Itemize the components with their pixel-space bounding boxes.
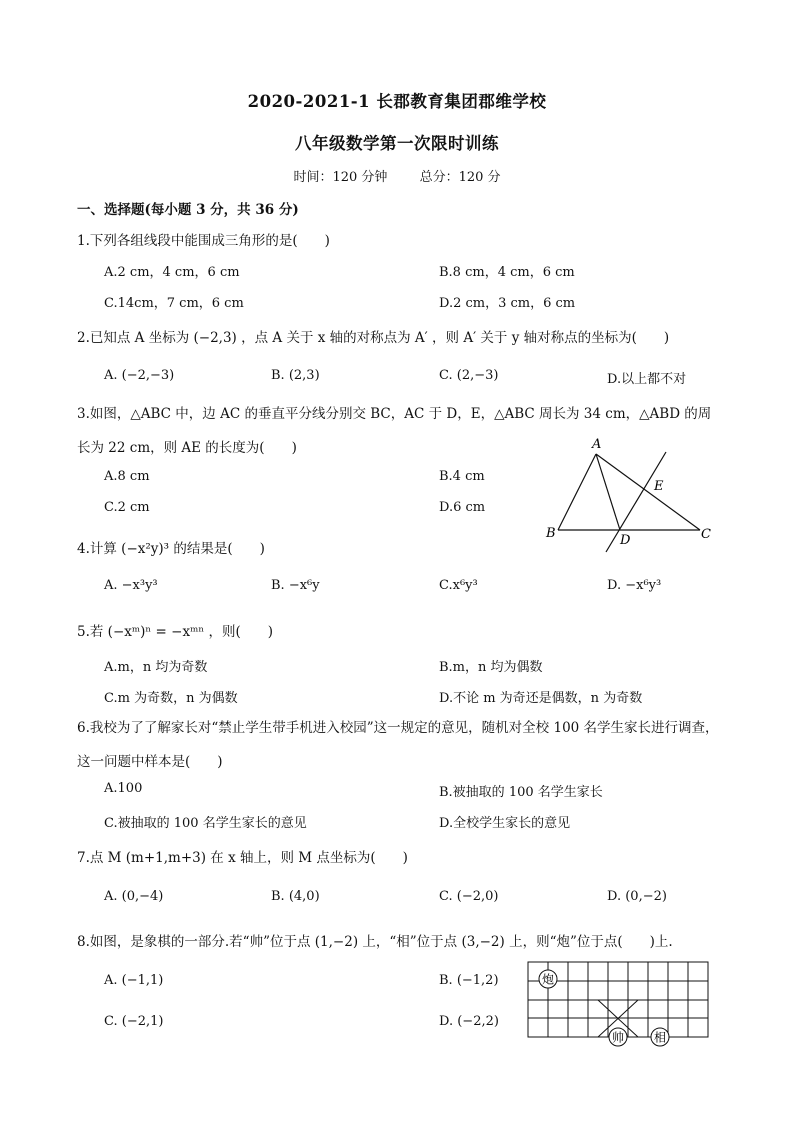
option-a: A.2 cm，4 cm，6 cm (104, 265, 240, 280)
svg-text:相: 相 (653, 1030, 667, 1045)
option-b: B.4 cm (439, 469, 485, 484)
option-c: C.2 cm (104, 500, 150, 515)
exam-title: 2020-2021-1 长郡教育集团郡维学校 (247, 92, 547, 111)
total-score: 总分：120 分 (419, 170, 501, 185)
option-b: B. (−1,2) (439, 973, 499, 988)
perpendicular-bisector (606, 452, 666, 552)
option-a: A. −x³y³ (104, 578, 158, 593)
label-b: B (546, 526, 556, 541)
segment-ab (558, 454, 596, 530)
svg-text:帅: 帅 (611, 1030, 625, 1045)
segment-ac (596, 454, 700, 530)
option-a: A. (0,−4) (104, 889, 164, 904)
question-6: 6.我校为了了解家长对“禁止学生带手机进入校园”这一规定的意见，随机对全校 100 名学生家长进行调查，这一问题中样本是( ) (77, 720, 719, 770)
option-a: A.100 (104, 781, 143, 796)
option-d: D.以上都不对 (607, 372, 687, 387)
option-d: D.2 cm，3 cm，6 cm (439, 296, 576, 311)
option-b: B.m，n 均为偶数 (439, 660, 543, 675)
label-e: E (654, 479, 664, 494)
option-d: D.全校学生家长的意见 (439, 816, 571, 831)
label-a: A (592, 437, 602, 452)
label-c: C (701, 527, 711, 542)
option-d: D.6 cm (439, 500, 486, 515)
label-d: D (620, 533, 631, 548)
option-c: C.被抽取的 100 名学生家长的意见 (104, 816, 307, 831)
piece-shuai (609, 1028, 627, 1046)
chessboard-figure (520, 955, 720, 1055)
option-a: A.m，n 均为奇数 (104, 660, 208, 675)
option-c: C. (−2,0) (439, 889, 499, 904)
segment-ad (596, 454, 620, 530)
option-d: D. (0,−2) (607, 889, 667, 904)
option-b: B. −x⁶y (271, 578, 320, 593)
option-b: B. (2,3) (271, 368, 320, 383)
question-4: 4.计算 (−x²y)³ 的结果是( ) (77, 541, 265, 557)
option-b: B.被抽取的 100 名学生家长 (439, 785, 603, 800)
time-limit: 时间：120 分钟 (293, 170, 388, 185)
exam-subtitle: 八年级数学第一次限时训练 (295, 134, 499, 153)
piece-pao (539, 970, 557, 988)
section-heading: 一、选择题(每小题 3 分，共 36 分) (77, 202, 299, 218)
question-8: 8.如图，是象棋的一部分.若“帅”位于点 (1,−2) 上，“相”位于点 (3,−2) 上，则“炮”位于点( )上. (77, 934, 673, 950)
exam-meta (0, 166, 794, 185)
option-d: D. −x⁶y³ (607, 578, 662, 593)
option-a: A. (−1,1) (104, 973, 164, 988)
option-c: C.x⁶y³ (439, 578, 478, 593)
option-b: B. (4,0) (271, 889, 320, 904)
triangle-figure (538, 432, 718, 557)
option-c: C.m 为奇数，n 为偶数 (104, 691, 238, 706)
option-b: B.8 cm，4 cm，6 cm (439, 265, 575, 280)
question-5: 5.若 (−xᵐ)ⁿ = −xᵐⁿ ，则( ) (77, 624, 274, 640)
svg-text:炮: 炮 (541, 972, 555, 987)
question-3: 3.如图，△ABC 中，边 AC 的垂直平分线分别交 BC，AC 于 D，E，△ABC 周长为 34 cm，△ABD 的周长为 22 cm，则 AE 的长度为( ) (77, 406, 712, 456)
option-d: D. (−2,2) (439, 1014, 499, 1029)
option-d: D.不论 m 为奇还是偶数，n 为奇数 (439, 691, 643, 706)
question-7: 7.点 M (m+1,m+3) 在 x 轴上，则 M 点坐标为( ) (77, 850, 408, 866)
option-c: C.14cm，7 cm，6 cm (104, 296, 244, 311)
option-c: C. (2,−3) (439, 368, 499, 383)
question-2: 2.已知点 A 坐标为 (−2,3) ，点 A 关于 x 轴的对称点为 A′ ，则 A′ 关于 y 轴对称点的坐标为( ) (77, 330, 670, 346)
option-a: A. (−2,−3) (104, 368, 175, 383)
question-1: 1.下列各组线段中能围成三角形的是( ) (77, 233, 330, 249)
option-a: A.8 cm (104, 469, 150, 484)
option-c: C. (−2,1) (104, 1014, 164, 1029)
piece-xiang (651, 1028, 669, 1046)
